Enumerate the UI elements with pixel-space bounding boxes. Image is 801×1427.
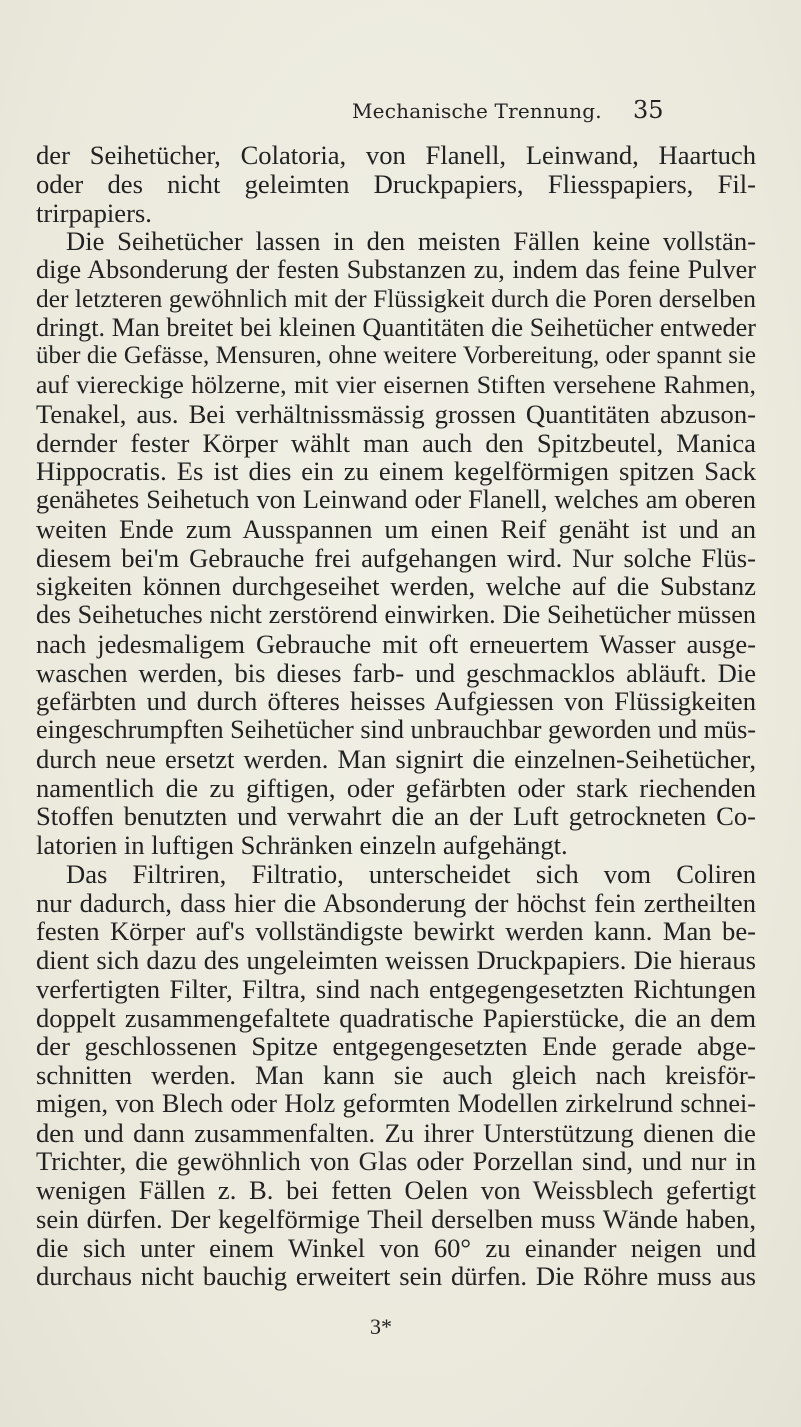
text-line: Hippocratis. Es ist dies ein zu einem kegelförmigen spitzen Sack (36, 456, 756, 487)
text-line: Stoffen benutzten und verwahrt die an der Luft getrockneten Co- (36, 801, 756, 832)
text-line: weiten Ende zum Ausspannen um einen Reif genäht ist und an (36, 513, 756, 544)
text-line: der geschlossenen Spitze entgegengesetzten Ende gerade abge- (36, 1031, 756, 1062)
text-line: diesem bei'm Gebrauche frei aufgehangen wird. Nur solche Flüs- (36, 542, 756, 573)
text-line: dringt. Man breitet bei kleinen Quantitäten die Seihetücher entweder (36, 312, 756, 342)
text-line: der Seihetücher, Colatoria, von Flanell, Leinwand, Haartuch (36, 140, 756, 170)
text-line: nach jedesmaligem Gebrauche mit oft erneuertem Wasser ausge- (36, 628, 756, 659)
text-line: waschen werden, bis dieses farb- und geschmacklos abläuft. Die (36, 657, 756, 688)
text-line: eingeschrumpften Seihetücher sind unbrauchbar geworden und müs- (36, 715, 756, 744)
text-line: sein dürfen. Der kegelförmige Theil derselben muss Wände haben, (36, 1203, 756, 1234)
text-line: festen Körper auf's vollständigste bewirkt werden kann. Man be- (36, 916, 756, 947)
text-line: trirpapiers. (36, 197, 152, 228)
body-text (36, 141, 756, 1291)
text-line: Das Filtriren, Filtratio, unterscheidet sich vom Coliren (66, 858, 756, 889)
text-line: wenigen Fällen z. B. bei fetten Oelen von Weissblech gefertigt (36, 1175, 756, 1205)
text-line: dernder fester Körper wählt man auch den Spitzbeutel, Manica (36, 427, 756, 458)
signature-mark: 3* (370, 1314, 392, 1339)
text-line: durch neue ersetzt werden. Man signirt die einzelnen-Seihetücher, (36, 743, 756, 774)
text-line: doppelt zusammengefaltete quadratische Papierstücke, die an dem (36, 1002, 756, 1033)
running-title: Mechanische Trennung. (352, 99, 602, 123)
text-line: durchaus nicht bauchig erweitert sein dürfen. Die Röhre muss aus (36, 1261, 756, 1292)
text-line: genähetes Seihetuch von Leinwand oder Flanell, welches am oberen (36, 485, 756, 514)
text-line: sigkeiten können durchgeseihet werden, welche auf die Substanz (36, 571, 756, 602)
text-line: gefärbten und durch öfteres heisses Aufgiessen von Flüssigkeiten (36, 686, 756, 717)
text-line: nur dadurch, dass hier die Absonderung der höchst fein zertheilten (36, 887, 756, 918)
text-line: oder des nicht geleimten Druckpapiers, Fliesspapiers, Fil- (36, 168, 756, 199)
text-line: migen, von Blech oder Holz geformten Modellen zirkelrund schnei- (36, 1088, 756, 1118)
text-line: des Seihetuches nicht zerstörend einwirken. Die Seihetücher müssen (36, 600, 756, 629)
text-line: die sich unter einem Winkel von 60° zu einander neigen und (36, 1232, 756, 1263)
text-line: den und dann zusammenfalten. Zu ihrer Unterstützung dienen die (36, 1117, 756, 1148)
text-line: verfertigten Filter, Filtra, sind nach entgegengesetzten Richtungen (36, 973, 756, 1004)
text-line: dient sich dazu des ungeleimten weissen Druckpapiers. Die hieraus (36, 945, 756, 975)
text-line: namentlich die zu giftigen, oder gefärbten oder stark riechenden (36, 772, 756, 803)
text-line: auf viereckige hölzerne, mit vier eisernen Stiften versehene Rahmen, (36, 370, 756, 399)
text-line: latorien in luftigen Schränken einzeln aufgehängt. (36, 830, 568, 860)
page-number: 35 (633, 96, 664, 124)
text-line: Tenakel, aus. Bei verhältnissmässig grossen Quantitäten abzuson- (36, 398, 756, 429)
text-line: dige Absonderung der festen Substanzen zu, indem das feine Pulver (36, 255, 756, 284)
text-line: über die Gefässe, Mensuren, ohne weitere Vorbereitung, oder spannt sie (36, 342, 756, 370)
running-head (0, 96, 801, 129)
text-line: der letzteren gewöhnlich mit der Flüssigkeit durch die Poren derselben (36, 284, 756, 313)
text-line: schnitten werden. Man kann sie auch gleich nach kreisför- (36, 1060, 756, 1090)
text-line: Trichter, die gewöhnlich von Glas oder Porzellan sind, und nur in (36, 1146, 756, 1177)
text-line: Die Seihetücher lassen in den meisten Fällen keine vollstän- (66, 226, 756, 257)
